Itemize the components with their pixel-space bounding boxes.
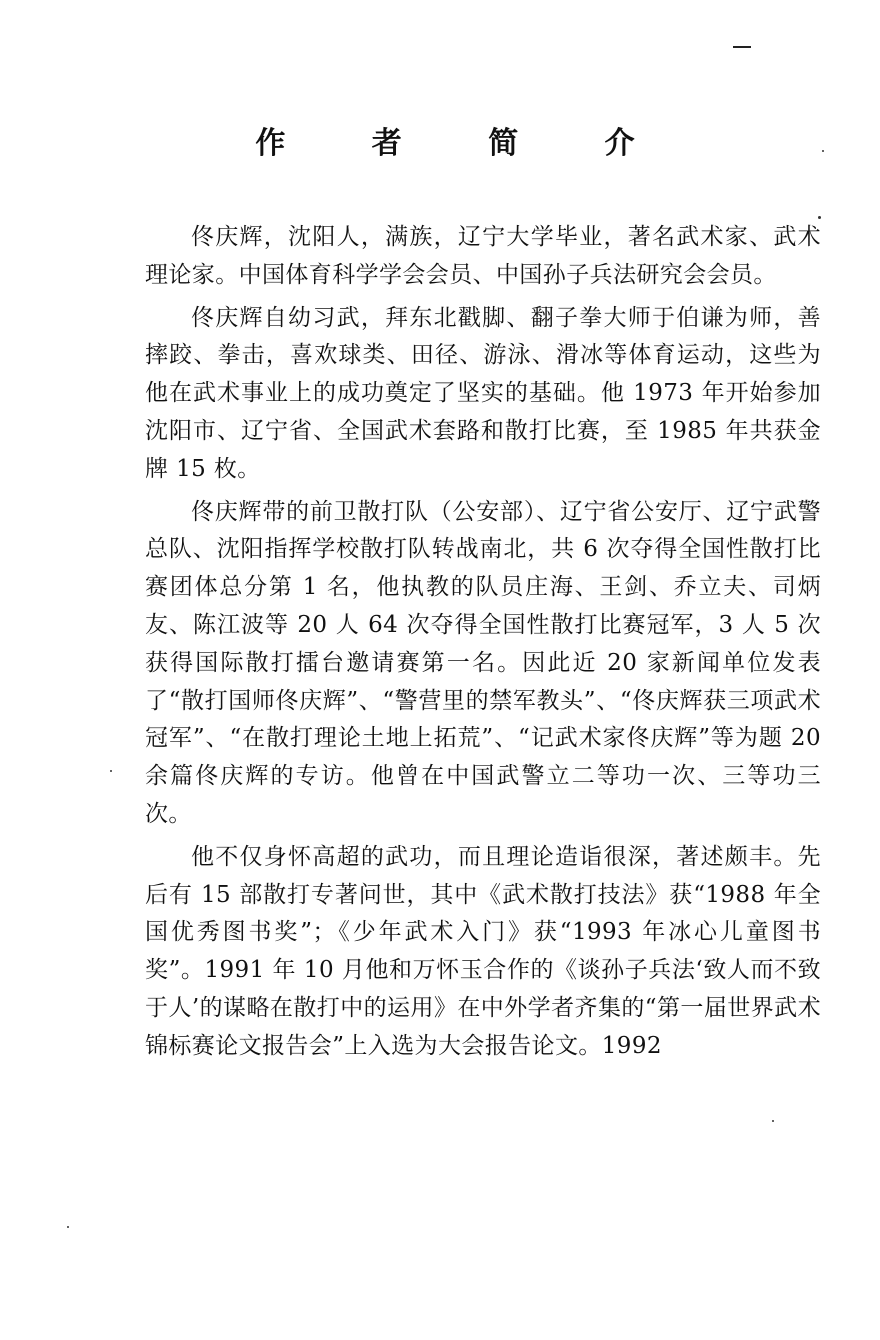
paragraph-training: 佟庆辉自幼习武，拜东北戳脚、翻子拳大师于伯谦为师，善摔跤、拳击，喜欢球类、田径、游泳、滑冰等体育运动，这些为他在武术事业上的成功奠定了坚实的基础。他 1973 年开始参加沈阳市、辽宁省、全国武术套路和散打比赛，至 1985 年共获金牌 15 枚。 [145,304,821,482]
scan-speck [822,150,824,152]
paragraph-coaching: 佟庆辉带的前卫散打队（公安部）、辽宁省公安厅、辽宁武警总队、沈阳指挥学校散打队转战南北，共 6 次夺得全国性散打比赛团体总分第 1 名，他执教的队员庄海、王剑、乔立夫、司炳友、陈江波等 20 人 64 次夺得全国性散打比赛冠军，3 人 5 次获得国际散打擂台邀请赛第一名。因此近 20 家新闻单位发表了“散打国师佟庆辉”、“警营里的禁军教头”、“佟庆辉获三项武术冠军”、“在散打理论土地上拓荒”、“记武术家佟庆辉”等为题 20 余篇佟庆辉的专访。他曾在中国武警立二等功一次、三等功三次。 [145,498,821,827]
scan-speck [67,1226,69,1228]
page-title: 作 者 简 介 [255,126,673,161]
scan-speck [110,770,112,772]
body-text [145,219,821,1066]
paragraph-intro: 佟庆辉，沈阳人，满族，辽宁大学毕业，著名武术家、武术理论家。中国体育科学学会会员、中国孙子兵法研究会会员。 [145,224,821,288]
scan-speck [772,1120,774,1122]
scan-speck [818,216,821,219]
paragraph-publications: 他不仅身怀高超的武功，而且理论造诣很深，著述颇丰。先后有 15 部散打专著问世，其中《武术散打技法》获“1988 年全国优秀图书奖”；《少年武术入门》获“1993 年冰心儿童图书奖”。1991 年 10 月他和万怀玉合作的《谈孙子兵法‘致人而不致于人’的谋略在散打中的运用》在中外学者齐集的“第一届世界武术锦标赛论文报告会”上入选为大会报告论文。1992 [145,843,821,1059]
page-corner-mark [733,46,751,48]
